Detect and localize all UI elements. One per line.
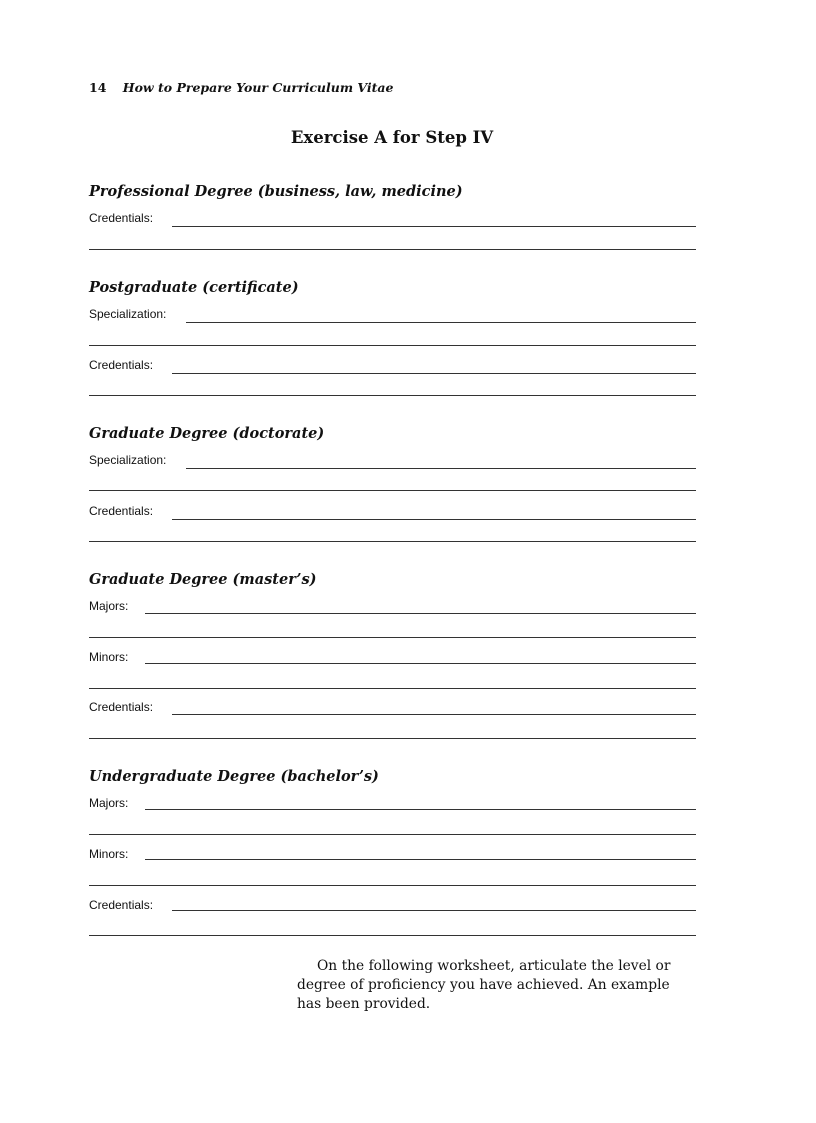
minors-continuation-line[interactable] (89, 885, 696, 886)
majors-line[interactable] (145, 613, 696, 614)
credentials-line[interactable] (172, 373, 696, 374)
field-label-majors: Majors: (89, 796, 129, 810)
majors-line[interactable] (145, 809, 696, 810)
field-label-credentials: Credentials: (89, 504, 154, 518)
majors-continuation-line[interactable] (89, 834, 696, 835)
running-head (89, 80, 393, 95)
field-label-specialization: Specialization: (89, 307, 167, 321)
credentials-continuation-line[interactable] (89, 935, 696, 936)
page-number: 14 (89, 80, 107, 95)
credentials-continuation-line[interactable] (89, 395, 696, 396)
section-heading-bachelors: Undergraduate Degree (bachelor’s) (89, 768, 379, 785)
specialization-continuation-line[interactable] (89, 490, 696, 491)
section-heading-postgraduate: Postgraduate (certificate) (89, 279, 299, 296)
minors-line[interactable] (145, 859, 696, 860)
credentials-continuation-line[interactable] (89, 541, 696, 542)
closing-paragraph: On the following worksheet, articulate the level or degree of proficiency you have achieved. An example has been provided. (297, 958, 671, 1012)
field-label-credentials: Credentials: (89, 700, 154, 714)
majors-continuation-line[interactable] (89, 637, 696, 638)
credentials-continuation-line[interactable] (89, 249, 696, 250)
specialization-line[interactable] (186, 468, 696, 469)
credentials-line[interactable] (172, 226, 696, 227)
field-label-specialization: Specialization: (89, 453, 167, 467)
section-heading-masters: Graduate Degree (master’s) (89, 571, 317, 588)
field-label-minors: Minors: (89, 847, 129, 861)
credentials-line[interactable] (172, 519, 696, 520)
field-label-minors: Minors: (89, 650, 129, 664)
minors-continuation-line[interactable] (89, 688, 696, 689)
credentials-line[interactable] (172, 714, 696, 715)
minors-line[interactable] (145, 663, 696, 664)
specialization-continuation-line[interactable] (89, 345, 696, 346)
section-heading-professional: Professional Degree (business, law, medicine) (89, 183, 463, 200)
section-heading-doctorate: Graduate Degree (doctorate) (89, 425, 325, 442)
specialization-line[interactable] (186, 322, 696, 323)
exercise-title: Exercise A for Step IV (290, 128, 494, 147)
field-label-majors: Majors: (89, 599, 129, 613)
credentials-line[interactable] (172, 910, 696, 911)
book-title: How to Prepare Your Curriculum Vitae (122, 80, 394, 95)
credentials-continuation-line[interactable] (89, 738, 696, 739)
field-label-credentials: Credentials: (89, 358, 154, 372)
field-label-credentials: Credentials: (89, 211, 154, 225)
field-label-credentials: Credentials: (89, 898, 154, 912)
